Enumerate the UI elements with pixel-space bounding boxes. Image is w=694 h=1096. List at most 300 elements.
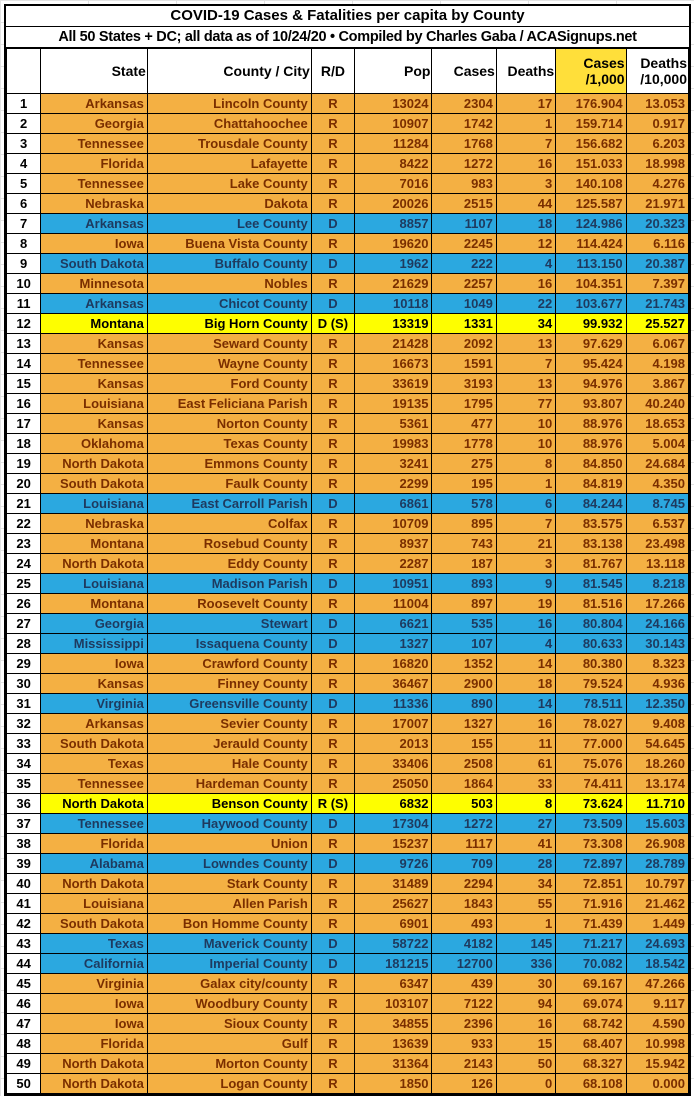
cell-deaths_per_10000[interactable]: 40.240 (626, 394, 688, 414)
cell-state[interactable]: Texas (41, 754, 148, 774)
cell-rd[interactable]: R (311, 594, 354, 614)
cell-cases[interactable]: 2092 (432, 334, 496, 354)
cell-rd[interactable]: D (311, 294, 354, 314)
cell-deaths[interactable]: 34 (496, 874, 555, 894)
cell-deaths[interactable]: 19 (496, 594, 555, 614)
cell-cases[interactable]: 493 (432, 914, 496, 934)
cell-deaths[interactable]: 336 (496, 954, 555, 974)
cell-cases[interactable]: 1795 (432, 394, 496, 414)
cell-county[interactable]: Gulf (147, 1034, 311, 1054)
cell-pop[interactable]: 10118 (355, 294, 432, 314)
cell-rank[interactable]: 12 (7, 314, 41, 334)
cell-rd[interactable]: D (311, 854, 354, 874)
cell-rank[interactable]: 6 (7, 194, 41, 214)
cell-deaths_per_10000[interactable]: 18.260 (626, 754, 688, 774)
cell-county[interactable]: Greensville County (147, 694, 311, 714)
cell-rd[interactable]: R (311, 274, 354, 294)
cell-cases_per_1000[interactable]: 81.545 (556, 574, 626, 594)
cell-deaths[interactable]: 16 (496, 154, 555, 174)
cell-rd[interactable]: D (311, 214, 354, 234)
cell-deaths_per_10000[interactable]: 7.397 (626, 274, 688, 294)
column-header-deaths_per_10000[interactable]: Deaths /10,000 (626, 49, 688, 94)
cell-cases[interactable]: 2900 (432, 674, 496, 694)
cell-cases[interactable]: 1778 (432, 434, 496, 454)
cell-cases[interactable]: 155 (432, 734, 496, 754)
cell-rank[interactable]: 16 (7, 394, 41, 414)
cell-state[interactable]: Montana (41, 314, 148, 334)
cell-rd[interactable]: D (311, 614, 354, 634)
cell-county[interactable]: Nobles (147, 274, 311, 294)
cell-deaths_per_10000[interactable]: 21.462 (626, 894, 688, 914)
cell-cases_per_1000[interactable]: 75.076 (556, 754, 626, 774)
cell-county[interactable]: Lake County (147, 174, 311, 194)
cell-state[interactable]: Arkansas (41, 294, 148, 314)
cell-pop[interactable]: 7016 (355, 174, 432, 194)
cell-rank[interactable]: 22 (7, 514, 41, 534)
cell-deaths_per_10000[interactable]: 9.408 (626, 714, 688, 734)
cell-cases_per_1000[interactable]: 93.807 (556, 394, 626, 414)
cell-state[interactable]: North Dakota (41, 1074, 148, 1094)
cell-pop[interactable]: 10907 (355, 114, 432, 134)
cell-deaths[interactable]: 11 (496, 734, 555, 754)
cell-deaths[interactable]: 7 (496, 354, 555, 374)
cell-pop[interactable]: 25050 (355, 774, 432, 794)
cell-rd[interactable]: D (311, 814, 354, 834)
cell-pop[interactable]: 11284 (355, 134, 432, 154)
cell-deaths_per_10000[interactable]: 18.653 (626, 414, 688, 434)
cell-rank[interactable]: 40 (7, 874, 41, 894)
cell-rank[interactable]: 34 (7, 754, 41, 774)
cell-rank[interactable]: 35 (7, 774, 41, 794)
cell-state[interactable]: Tennessee (41, 134, 148, 154)
cell-state[interactable]: Louisiana (41, 574, 148, 594)
cell-rd[interactable]: R (311, 514, 354, 534)
cell-rd[interactable]: D (311, 254, 354, 274)
cell-state[interactable]: Mississippi (41, 634, 148, 654)
cell-rd[interactable]: R (311, 94, 354, 114)
cell-deaths_per_10000[interactable]: 17.266 (626, 594, 688, 614)
cell-rd[interactable]: R (311, 714, 354, 734)
cell-cases_per_1000[interactable]: 71.217 (556, 934, 626, 954)
cell-state[interactable]: Kansas (41, 674, 148, 694)
cell-deaths_per_10000[interactable]: 28.789 (626, 854, 688, 874)
cell-cases[interactable]: 2304 (432, 94, 496, 114)
cell-rank[interactable]: 14 (7, 354, 41, 374)
cell-rd[interactable]: R (311, 454, 354, 474)
cell-state[interactable]: Arkansas (41, 214, 148, 234)
cell-cases[interactable]: 12700 (432, 954, 496, 974)
cell-deaths[interactable]: 10 (496, 414, 555, 434)
cell-rd[interactable]: R (311, 894, 354, 914)
cell-cases_per_1000[interactable]: 68.742 (556, 1014, 626, 1034)
cell-cases_per_1000[interactable]: 103.677 (556, 294, 626, 314)
cell-rank[interactable]: 15 (7, 374, 41, 394)
cell-cases[interactable]: 477 (432, 414, 496, 434)
cell-deaths_per_10000[interactable]: 18.542 (626, 954, 688, 974)
cell-cases[interactable]: 4182 (432, 934, 496, 954)
cell-cases_per_1000[interactable]: 78.511 (556, 694, 626, 714)
cell-rd[interactable]: R (311, 754, 354, 774)
cell-rank[interactable]: 39 (7, 854, 41, 874)
cell-state[interactable]: Tennessee (41, 774, 148, 794)
cell-deaths[interactable]: 17 (496, 94, 555, 114)
cell-rank[interactable]: 42 (7, 914, 41, 934)
cell-rd[interactable]: R (311, 474, 354, 494)
cell-rd[interactable]: R (311, 174, 354, 194)
cell-deaths_per_10000[interactable]: 4.276 (626, 174, 688, 194)
cell-deaths[interactable]: 33 (496, 774, 555, 794)
cell-county[interactable]: Maverick County (147, 934, 311, 954)
cell-cases_per_1000[interactable]: 84.244 (556, 494, 626, 514)
cell-pop[interactable]: 36467 (355, 674, 432, 694)
cell-deaths[interactable]: 18 (496, 674, 555, 694)
cell-county[interactable]: Issaquena County (147, 634, 311, 654)
cell-county[interactable]: Seward County (147, 334, 311, 354)
cell-state[interactable]: Georgia (41, 114, 148, 134)
cell-deaths[interactable]: 27 (496, 814, 555, 834)
cell-deaths_per_10000[interactable]: 9.117 (626, 994, 688, 1014)
cell-pop[interactable]: 1327 (355, 634, 432, 654)
cell-county[interactable]: Finney County (147, 674, 311, 694)
cell-cases[interactable]: 890 (432, 694, 496, 714)
cell-cases[interactable]: 187 (432, 554, 496, 574)
cell-deaths[interactable]: 28 (496, 854, 555, 874)
cell-deaths[interactable]: 1 (496, 914, 555, 934)
cell-state[interactable]: Alabama (41, 854, 148, 874)
cell-county[interactable]: Buffalo County (147, 254, 311, 274)
cell-pop[interactable]: 16820 (355, 654, 432, 674)
cell-rd[interactable]: R (311, 674, 354, 694)
cell-rank[interactable]: 2 (7, 114, 41, 134)
cell-pop[interactable]: 6901 (355, 914, 432, 934)
cell-state[interactable]: South Dakota (41, 474, 148, 494)
cell-deaths_per_10000[interactable]: 20.323 (626, 214, 688, 234)
cell-deaths[interactable]: 3 (496, 174, 555, 194)
cell-deaths[interactable]: 1 (496, 474, 555, 494)
cell-state[interactable]: Iowa (41, 654, 148, 674)
cell-deaths[interactable]: 7 (496, 134, 555, 154)
cell-county[interactable]: Texas County (147, 434, 311, 454)
cell-county[interactable]: Emmons County (147, 454, 311, 474)
cell-deaths_per_10000[interactable]: 6.203 (626, 134, 688, 154)
cell-pop[interactable]: 11336 (355, 694, 432, 714)
cell-county[interactable]: Union (147, 834, 311, 854)
cell-rank[interactable]: 10 (7, 274, 41, 294)
cell-rd[interactable]: R (311, 114, 354, 134)
cell-state[interactable]: Georgia (41, 614, 148, 634)
cell-state[interactable]: Florida (41, 834, 148, 854)
cell-rank[interactable]: 44 (7, 954, 41, 974)
cell-deaths_per_10000[interactable]: 10.797 (626, 874, 688, 894)
cell-cases[interactable]: 1327 (432, 714, 496, 734)
cell-county[interactable]: Woodbury County (147, 994, 311, 1014)
cell-rank[interactable]: 27 (7, 614, 41, 634)
cell-rank[interactable]: 13 (7, 334, 41, 354)
cell-county[interactable]: Stewart (147, 614, 311, 634)
cell-state[interactable]: Louisiana (41, 394, 148, 414)
cell-county[interactable]: Trousdale County (147, 134, 311, 154)
cell-deaths_per_10000[interactable]: 21.971 (626, 194, 688, 214)
cell-rd[interactable]: R (311, 394, 354, 414)
cell-state[interactable]: Virginia (41, 694, 148, 714)
cell-pop[interactable]: 19135 (355, 394, 432, 414)
cell-pop[interactable]: 103107 (355, 994, 432, 1014)
cell-pop[interactable]: 33406 (355, 754, 432, 774)
cell-rd[interactable]: R (311, 654, 354, 674)
cell-deaths[interactable]: 8 (496, 794, 555, 814)
cell-cases_per_1000[interactable]: 151.033 (556, 154, 626, 174)
cell-rd[interactable]: R (311, 734, 354, 754)
column-header-pop[interactable]: Pop (355, 49, 432, 94)
cell-rd[interactable]: R (311, 234, 354, 254)
cell-county[interactable]: Crawford County (147, 654, 311, 674)
cell-cases[interactable]: 2294 (432, 874, 496, 894)
cell-pop[interactable]: 19620 (355, 234, 432, 254)
cell-pop[interactable]: 13319 (355, 314, 432, 334)
cell-deaths[interactable]: 94 (496, 994, 555, 1014)
cell-pop[interactable]: 31364 (355, 1054, 432, 1074)
cell-deaths_per_10000[interactable]: 26.908 (626, 834, 688, 854)
column-header-state[interactable]: State (41, 49, 148, 94)
cell-county[interactable]: Eddy County (147, 554, 311, 574)
cell-rank[interactable]: 45 (7, 974, 41, 994)
cell-deaths[interactable]: 16 (496, 1014, 555, 1034)
cell-cases_per_1000[interactable]: 68.407 (556, 1034, 626, 1054)
cell-cases_per_1000[interactable]: 159.714 (556, 114, 626, 134)
cell-cases_per_1000[interactable]: 77.000 (556, 734, 626, 754)
cell-deaths_per_10000[interactable]: 24.693 (626, 934, 688, 954)
cell-rank[interactable]: 8 (7, 234, 41, 254)
cell-cases_per_1000[interactable]: 83.575 (556, 514, 626, 534)
cell-deaths_per_10000[interactable]: 11.710 (626, 794, 688, 814)
cell-cases_per_1000[interactable]: 156.682 (556, 134, 626, 154)
cell-cases[interactable]: 983 (432, 174, 496, 194)
column-header-cases[interactable]: Cases (432, 49, 496, 94)
cell-county[interactable]: Imperial County (147, 954, 311, 974)
cell-deaths_per_10000[interactable]: 10.998 (626, 1034, 688, 1054)
cell-deaths[interactable]: 21 (496, 534, 555, 554)
cell-cases_per_1000[interactable]: 88.976 (556, 434, 626, 454)
cell-deaths[interactable]: 8 (496, 454, 555, 474)
cell-deaths_per_10000[interactable]: 6.067 (626, 334, 688, 354)
cell-county[interactable]: Haywood County (147, 814, 311, 834)
cell-state[interactable]: South Dakota (41, 914, 148, 934)
cell-county[interactable]: Colfax (147, 514, 311, 534)
cell-cases_per_1000[interactable]: 73.509 (556, 814, 626, 834)
cell-cases[interactable]: 893 (432, 574, 496, 594)
cell-rank[interactable]: 46 (7, 994, 41, 1014)
cell-cases[interactable]: 1864 (432, 774, 496, 794)
cell-rd[interactable]: R (311, 194, 354, 214)
cell-cases_per_1000[interactable]: 68.108 (556, 1074, 626, 1094)
cell-state[interactable]: South Dakota (41, 254, 148, 274)
cell-rd[interactable]: R (311, 534, 354, 554)
cell-cases[interactable]: 2257 (432, 274, 496, 294)
column-header-cases_per_1000[interactable]: Cases /1,000 (556, 49, 626, 94)
cell-state[interactable]: Iowa (41, 234, 148, 254)
cell-rank[interactable]: 48 (7, 1034, 41, 1054)
cell-cases_per_1000[interactable]: 97.629 (556, 334, 626, 354)
cell-pop[interactable]: 8857 (355, 214, 432, 234)
cell-county[interactable]: Logan County (147, 1074, 311, 1094)
cell-state[interactable]: North Dakota (41, 794, 148, 814)
cell-rank[interactable]: 19 (7, 454, 41, 474)
cell-pop[interactable]: 6621 (355, 614, 432, 634)
cell-pop[interactable]: 1962 (355, 254, 432, 274)
cell-rank[interactable]: 3 (7, 134, 41, 154)
cell-cases[interactable]: 503 (432, 794, 496, 814)
cell-rd[interactable]: R (311, 874, 354, 894)
cell-cases[interactable]: 2515 (432, 194, 496, 214)
cell-rd[interactable]: R (311, 374, 354, 394)
column-header-deaths[interactable]: Deaths (496, 49, 555, 94)
cell-deaths[interactable]: 44 (496, 194, 555, 214)
cell-rank[interactable]: 37 (7, 814, 41, 834)
cell-pop[interactable]: 5361 (355, 414, 432, 434)
cell-deaths[interactable]: 145 (496, 934, 555, 954)
cell-deaths[interactable]: 4 (496, 254, 555, 274)
cell-cases[interactable]: 1272 (432, 814, 496, 834)
cell-deaths_per_10000[interactable]: 15.603 (626, 814, 688, 834)
cell-rd[interactable]: R (S) (311, 794, 354, 814)
cell-pop[interactable]: 6832 (355, 794, 432, 814)
cell-cases_per_1000[interactable]: 95.424 (556, 354, 626, 374)
cell-state[interactable]: Iowa (41, 994, 148, 1014)
cell-rd[interactable]: D (311, 494, 354, 514)
cell-deaths[interactable]: 16 (496, 274, 555, 294)
cell-deaths_per_10000[interactable]: 13.053 (626, 94, 688, 114)
cell-cases_per_1000[interactable]: 74.411 (556, 774, 626, 794)
cell-pop[interactable]: 2013 (355, 734, 432, 754)
cell-state[interactable]: Florida (41, 1034, 148, 1054)
cell-cases_per_1000[interactable]: 81.516 (556, 594, 626, 614)
cell-cases_per_1000[interactable]: 78.027 (556, 714, 626, 734)
cell-state[interactable]: Nebraska (41, 514, 148, 534)
cell-state[interactable]: Texas (41, 934, 148, 954)
cell-deaths_per_10000[interactable]: 12.350 (626, 694, 688, 714)
cell-rd[interactable]: R (311, 414, 354, 434)
cell-rd[interactable]: R (311, 974, 354, 994)
cell-deaths_per_10000[interactable]: 4.198 (626, 354, 688, 374)
cell-deaths[interactable]: 4 (496, 634, 555, 654)
cell-pop[interactable]: 25627 (355, 894, 432, 914)
cell-rd[interactable]: D (311, 934, 354, 954)
cell-deaths_per_10000[interactable]: 30.143 (626, 634, 688, 654)
cell-pop[interactable]: 17007 (355, 714, 432, 734)
cell-pop[interactable]: 13639 (355, 1034, 432, 1054)
cell-cases_per_1000[interactable]: 69.167 (556, 974, 626, 994)
cell-deaths_per_10000[interactable]: 3.867 (626, 374, 688, 394)
cell-deaths_per_10000[interactable]: 0.000 (626, 1074, 688, 1094)
cell-deaths[interactable]: 41 (496, 834, 555, 854)
cell-state[interactable]: North Dakota (41, 874, 148, 894)
cell-cases[interactable]: 2245 (432, 234, 496, 254)
cell-rank[interactable]: 41 (7, 894, 41, 914)
cell-rank[interactable]: 32 (7, 714, 41, 734)
cell-rank[interactable]: 31 (7, 694, 41, 714)
cell-rank[interactable]: 24 (7, 554, 41, 574)
cell-deaths[interactable]: 10 (496, 434, 555, 454)
cell-county[interactable]: Bon Homme County (147, 914, 311, 934)
cell-county[interactable]: Roosevelt County (147, 594, 311, 614)
cell-deaths_per_10000[interactable]: 21.743 (626, 294, 688, 314)
cell-cases[interactable]: 7122 (432, 994, 496, 1014)
cell-cases[interactable]: 1117 (432, 834, 496, 854)
cell-state[interactable]: Arkansas (41, 714, 148, 734)
cell-cases[interactable]: 1742 (432, 114, 496, 134)
cell-county[interactable]: Ford County (147, 374, 311, 394)
cell-rank[interactable]: 50 (7, 1074, 41, 1094)
cell-deaths_per_10000[interactable]: 4.936 (626, 674, 688, 694)
cell-cases[interactable]: 107 (432, 634, 496, 654)
cell-cases[interactable]: 1843 (432, 894, 496, 914)
cell-rd[interactable]: R (311, 134, 354, 154)
cell-cases[interactable]: 275 (432, 454, 496, 474)
cell-cases_per_1000[interactable]: 80.633 (556, 634, 626, 654)
cell-cases_per_1000[interactable]: 69.074 (556, 994, 626, 1014)
cell-rank[interactable]: 1 (7, 94, 41, 114)
cell-cases_per_1000[interactable]: 99.932 (556, 314, 626, 334)
cell-pop[interactable]: 13024 (355, 94, 432, 114)
cell-deaths_per_10000[interactable]: 4.590 (626, 1014, 688, 1034)
cell-state[interactable]: North Dakota (41, 554, 148, 574)
cell-deaths_per_10000[interactable]: 20.387 (626, 254, 688, 274)
cell-rank[interactable]: 21 (7, 494, 41, 514)
cell-state[interactable]: Kansas (41, 414, 148, 434)
cell-cases_per_1000[interactable]: 140.108 (556, 174, 626, 194)
cell-county[interactable]: Hale County (147, 754, 311, 774)
cell-county[interactable]: Sioux County (147, 1014, 311, 1034)
cell-cases[interactable]: 1591 (432, 354, 496, 374)
cell-deaths_per_10000[interactable]: 5.004 (626, 434, 688, 454)
cell-cases[interactable]: 1352 (432, 654, 496, 674)
cell-county[interactable]: Wayne County (147, 354, 311, 374)
cell-deaths_per_10000[interactable]: 6.537 (626, 514, 688, 534)
cell-pop[interactable]: 3241 (355, 454, 432, 474)
column-header-county[interactable]: County / City (147, 49, 311, 94)
cell-cases[interactable]: 1331 (432, 314, 496, 334)
cell-state[interactable]: Arkansas (41, 94, 148, 114)
cell-state[interactable]: Montana (41, 534, 148, 554)
cell-deaths_per_10000[interactable]: 18.998 (626, 154, 688, 174)
cell-deaths[interactable]: 0 (496, 1074, 555, 1094)
cell-state[interactable]: Minnesota (41, 274, 148, 294)
cell-cases[interactable]: 2508 (432, 754, 496, 774)
cell-state[interactable]: Louisiana (41, 494, 148, 514)
cell-rd[interactable]: D (311, 634, 354, 654)
cell-deaths_per_10000[interactable]: 24.684 (626, 454, 688, 474)
cell-pop[interactable]: 19983 (355, 434, 432, 454)
cell-deaths[interactable]: 16 (496, 614, 555, 634)
cell-rank[interactable]: 5 (7, 174, 41, 194)
cell-state[interactable]: Kansas (41, 334, 148, 354)
cell-cases_per_1000[interactable]: 94.976 (556, 374, 626, 394)
cell-deaths[interactable]: 14 (496, 654, 555, 674)
cell-deaths[interactable]: 6 (496, 494, 555, 514)
cell-rank[interactable]: 36 (7, 794, 41, 814)
cell-deaths[interactable]: 15 (496, 1034, 555, 1054)
cell-county[interactable]: Buena Vista County (147, 234, 311, 254)
cell-deaths[interactable]: 13 (496, 334, 555, 354)
cell-county[interactable]: Faulk County (147, 474, 311, 494)
cell-deaths[interactable]: 18 (496, 214, 555, 234)
cell-cases[interactable]: 743 (432, 534, 496, 554)
cell-cases[interactable]: 1107 (432, 214, 496, 234)
cell-rank[interactable]: 23 (7, 534, 41, 554)
cell-state[interactable]: Kansas (41, 374, 148, 394)
cell-state[interactable]: Iowa (41, 1014, 148, 1034)
cell-deaths[interactable]: 16 (496, 714, 555, 734)
